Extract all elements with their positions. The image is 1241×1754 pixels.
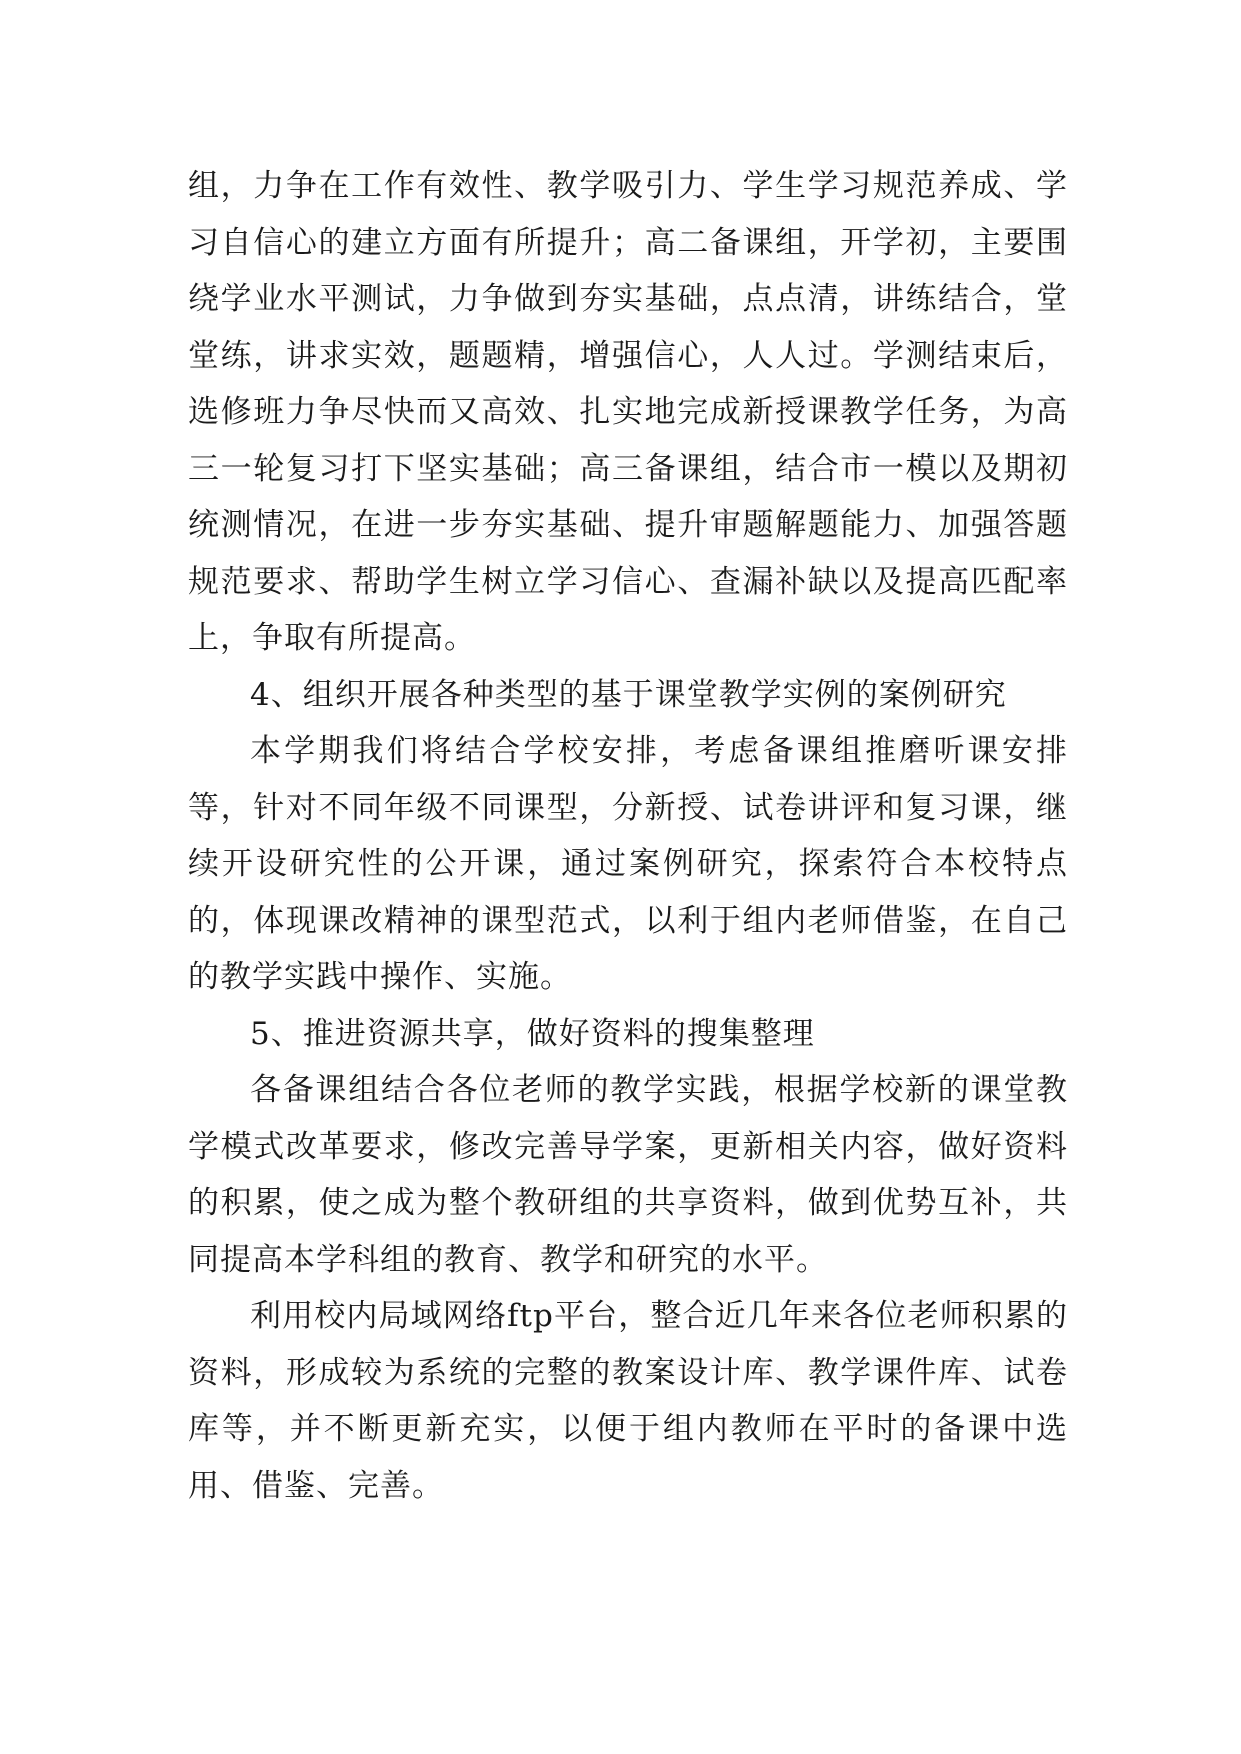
section-heading-4: 4、组织开展各种类型的基于课堂教学实例的案例研究 — [250, 676, 1007, 713]
paragraph-ftp-platform: 利用校内局域网络ftp平台，整合近几年来各位老师积累的资料，形成较为系统的完整的教案设计库、教学课件库、试卷库等，并不断更新充实，以便于组内教师在平时的备课中选用、借鉴、完善。 — [188, 1298, 1068, 1504]
paragraph-resource-sharing: 各备课组结合各位老师的教学实践，根据学校新的课堂教学模式改革要求，修改完善导学案，更新相关内容，做好资料的积累，使之成为整个教研组的共享资料，做到优势互补，共同提高本学科组的教育、教学和研究的水平。 — [188, 1072, 1068, 1278]
paragraph-case-study: 本学期我们将结合学校安排，考虑备课组推磨听课安排等，针对不同年级不同课型，分新授、试卷讲评和复习课，继续开设研究性的公开课，通过案例研究，探索符合本校特点的，体现课改精神的课型范式，以利于组内老师借鉴，在自己的教学实践中操作、实施。 — [188, 733, 1068, 995]
document-body — [188, 158, 1068, 1514]
paragraph-continued: 组，力争在工作有效性、教学吸引力、学生学习规范养成、学习自信心的建立方面有所提升；高二备课组，开学初，主要围绕学业水平测试，力争做到夯实基础，点点清，讲练结合，堂堂练，讲求实效，题题精，增强信心，人人过。学测结束后，选修班力争尽快而又高效、扎实地完成新授课教学任务，为高三一轮复习打下坚实基础；高三备课组，结合市一模以及期初统测情况，在进一步夯实基础、提升审题解题能力、加强答题规范要求、帮助学生树立学习信心、查漏补缺以及提高匹配率上，争取有所提高。 — [188, 168, 1068, 656]
section-heading-5: 5、推进资源共享，做好资料的搜集整理 — [250, 1015, 815, 1052]
